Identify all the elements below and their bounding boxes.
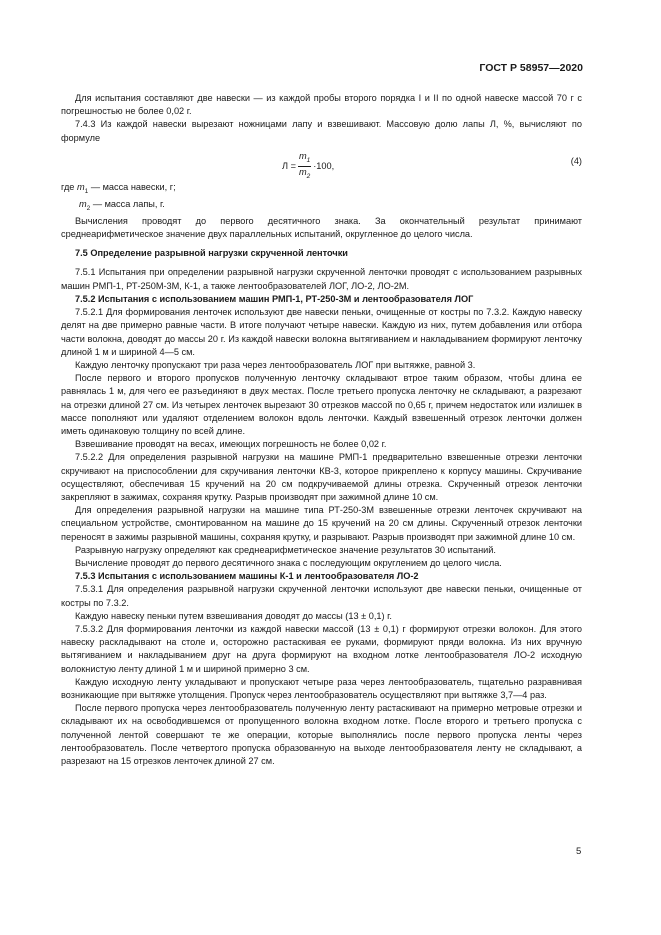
- section-heading: 7.5.3 Испытания с использованием машины К-1 и лентообразователя ЛО-2: [75, 571, 419, 582]
- where-line: [61, 198, 582, 215]
- paragraph: 7.4.3 Из каждой навески вырезают ножницами лапу и взвешивают. Массовую долю лапы Л, %, вычисляют по формуле: [61, 119, 582, 143]
- paragraph: 7.5.3.2 Для формирования ленточки из каждой навески массой (13 ± 0,1) г формируют отрезки волокон. Для этого навеску раскладывают на столе и, осторожно растаскивая ее руками, формируют пряди волокна. Из них вручную вытягиванием и накладыванием друг на друга формируют на входном лотке лентообразователя ЛО-2 исходную волокнистую ленту длиной 1 м и шириной примерно 3 см.: [61, 623, 582, 674]
- formula-den-sub: 2: [306, 172, 311, 180]
- formula-denominator: [299, 167, 310, 182]
- paragraph: 7.5.2.1 Для формирования ленточек используют две навески пеньки, очищенные от костры по 7.3.2. Каждую навеску делят на две примерно равные части. В итоге получают четыре навески. Каждую из них, путем добавления или отбора части волокна, доводят до массы 20 г. Из каждой навески волокна вытягиванием и накладыванием формируют ленточку длиной 1 м и шириной 4—5 см.: [61, 307, 582, 357]
- where-sub: 2: [86, 204, 91, 212]
- paragraph: Каждую исходную ленту укладывают и пропускают четыре раза через лентообразователь, тщательно разравнивая возникающие при вытяжке утолщения. Пропуск через лентообразователь осуществляют при вытяжке 3,7—4 раз.: [61, 676, 582, 700]
- formula-rhs: ·100,: [313, 160, 335, 171]
- paragraph: После первого и второго пропусков полученную ленточку складывают втрое таким образом, чтобы длина ее равнялась 1 м, для чего ее разъединяют в двух местах. После третьего пропуска ленточку не складывают, а разрезают на отрезки длиной 27 см. Из четырех ленточек вырезают 30 отрезков массой по 0,65 г, причем недостаток или излишек в массе пополняют или удаляют отделением волокон вдоль ленточки. Каждый взвешенный отрезок ленточки должен иметь одинаковую толщину по всей длине.: [61, 373, 582, 436]
- formula-den-var: m: [298, 166, 307, 177]
- page-number: 5: [576, 846, 582, 857]
- paragraph: Взвешивание проводят на весах, имеющих погрешность не более 0,02 г.: [75, 439, 387, 450]
- formula-block: [61, 147, 582, 179]
- formula-numerator: [298, 151, 311, 167]
- paragraph: Каждую навеску пеньки путем взвешивания доводят до массы (13 ± 0,1) г.: [75, 610, 392, 621]
- where-sub: 1: [84, 187, 89, 195]
- formula-expression: [282, 151, 334, 182]
- paragraph: 7.5.1 Испытания при определении разрывной нагрузки скрученной ленточки проводят с использованием разрывных машин РМП-1, РТ-250М-3М, К-1, а также лентообразователей ЛОГ, ЛО-2, ЛО-2М.: [61, 267, 582, 291]
- document-header: ГОСТ Р 58957—2020: [479, 62, 583, 74]
- where-line: [61, 181, 582, 198]
- paragraph: Каждую ленточку пропускают три раза через лентообразователь ЛОГ при вытяжке, равной 3.: [75, 359, 476, 370]
- formula-num-var: m: [298, 150, 307, 161]
- section-heading: 7.5.2 Испытания с использованием машин РМП-1, РТ-250-3М и лентообразователя ЛОГ: [75, 293, 474, 304]
- paragraph: После первого пропуска через лентообразователь полученную ленту растаскивают на примерно метровые отрезки и складывают их на освободившемся от пропущенного волокна входном лотке. После второго и третьего пропуска с полученной лентой совершают те же операции, которые выполнялись после первого пропуска ленты через лентообразователь. После четвертого пропуска образованную на выходе лентообразователя ленту не складывают, а разрезают на 15 отрезков ленточек длиной 27 см.: [61, 703, 582, 766]
- where-var: m: [79, 198, 87, 209]
- document-body: [61, 92, 582, 768]
- where-text: — масса лапы, г.: [92, 198, 165, 209]
- where-var: m: [76, 181, 85, 192]
- paragraph: Разрывную нагрузку определяют как среднеарифметическое значение результатов 30 испытаний.: [75, 544, 496, 555]
- paragraph: 7.5.2.2 Для определения разрывной нагрузки на машине РМП-1 предварительно взвешенные отрезки ленточки скручивают на приспособлении для скручивания ленточки КВ-3, которое прикреплено к корпусу машины. Скручивание осуществляют, обеспечивая 15 кручений на 20 см подкручиваемой длины отрезка. Скрученный отрезок ленточки закрепляют в зажимах, сохраняя крутку. Разрыв производят при зажимной длине 10 см.: [61, 452, 582, 502]
- paragraph: Вычисление проводят до первого десятичного знака с последующим округлением до целого числа.: [75, 557, 502, 568]
- formula-num-sub: 1: [306, 156, 311, 164]
- where-prefix: где: [61, 181, 75, 192]
- paragraph: Для испытания составляют две навески — из каждой пробы второго порядка I и II по одной навеске массой 70 г с погрешностью не более 0,02 г.: [61, 93, 582, 117]
- paragraph: 7.5.3.1 Для определения разрывной нагрузки скрученной ленточки используют две навески пеньки, очищенные от костры по 7.3.2.: [61, 584, 582, 608]
- formula-number: (4): [570, 155, 582, 166]
- formula-lhs: Л =: [282, 160, 296, 171]
- section-heading: 7.5 Определение разрывной нагрузки скрученной ленточки: [75, 248, 348, 259]
- where-text: — масса навески, г;: [90, 181, 176, 192]
- formula-fraction: [298, 151, 311, 182]
- paragraph: Вычисления проводят до первого десятичного знака. За окончательный результат принимают среднеарифметическое значение двух параллельных испытаний, округленное до целого числа.: [61, 215, 582, 240]
- paragraph: Для определения разрывной нагрузки на машине типа РТ-250-3М взвешенные отрезки ленточек скручивают на специальном устройстве, смонтированном на машине до 15 кручений на 20 см длины. Скрученный отрезок ленточки переносят в зажимы разрывной машины, сохраняя крутку, и разрывают. Разрыв производят при зажимной длине 10 см.: [61, 505, 582, 542]
